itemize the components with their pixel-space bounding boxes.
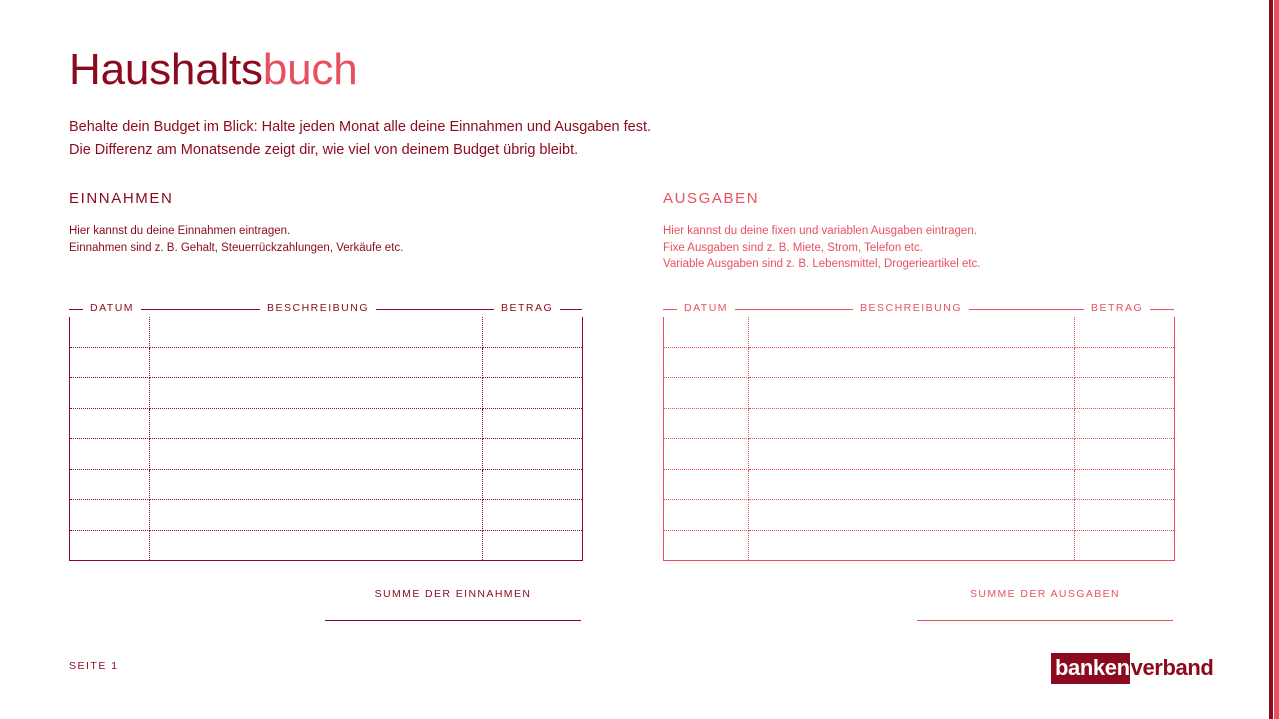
cell-beschreibung[interactable] xyxy=(749,530,1075,561)
income-sum-line[interactable] xyxy=(325,620,581,621)
cell-datum[interactable] xyxy=(664,408,749,439)
table-row xyxy=(664,530,1175,561)
cell-betrag[interactable] xyxy=(1075,439,1175,470)
cell-beschreibung[interactable] xyxy=(749,317,1075,347)
cell-betrag[interactable] xyxy=(1075,317,1175,347)
cell-beschreibung[interactable] xyxy=(150,347,483,378)
income-table-header xyxy=(69,302,582,317)
income-sum xyxy=(325,588,581,621)
cell-datum[interactable] xyxy=(70,408,150,439)
table-row xyxy=(664,500,1175,531)
cell-betrag[interactable] xyxy=(483,530,583,561)
expenses-desc-line-3: Variable Ausgaben sind z. B. Lebensmittel, Drogerieartikel etc. xyxy=(663,258,981,270)
cell-betrag[interactable] xyxy=(483,347,583,378)
edge-accent-bar-dark xyxy=(1269,0,1273,719)
cell-datum[interactable] xyxy=(70,530,150,561)
cell-betrag[interactable] xyxy=(1075,347,1175,378)
bankenverband-logo xyxy=(1051,653,1217,684)
income-col-beschreibung: BESCHREIBUNG xyxy=(260,302,376,314)
cell-betrag[interactable] xyxy=(483,317,583,347)
income-table-body xyxy=(70,317,583,561)
cell-datum[interactable] xyxy=(664,530,749,561)
table-row xyxy=(70,530,583,561)
cell-datum[interactable] xyxy=(664,439,749,470)
expenses-table-header xyxy=(663,302,1174,317)
cell-betrag[interactable] xyxy=(1075,469,1175,500)
cell-betrag[interactable] xyxy=(483,469,583,500)
expenses-desc-line-1: Hier kannst du deine fixen und variablen Ausgaben eintragen. xyxy=(663,225,977,237)
table-row xyxy=(664,408,1175,439)
cell-beschreibung[interactable] xyxy=(749,469,1075,500)
intro-text xyxy=(69,116,651,162)
table-row xyxy=(70,469,583,500)
expenses-col-betrag: BETRAG xyxy=(1084,302,1150,314)
expenses-sum xyxy=(917,588,1173,621)
income-col-betrag: BETRAG xyxy=(494,302,560,314)
cell-datum[interactable] xyxy=(70,500,150,531)
income-sum-label: SUMME DER EINNAHMEN xyxy=(374,588,532,600)
income-section xyxy=(69,190,403,256)
table-row xyxy=(664,317,1175,347)
logo-text-verband: verband xyxy=(1130,655,1214,680)
cell-betrag[interactable] xyxy=(483,439,583,470)
expenses-table-body xyxy=(664,317,1175,561)
cell-betrag[interactable] xyxy=(1075,378,1175,409)
logo-text-banken: banken xyxy=(1055,655,1130,680)
cell-beschreibung[interactable] xyxy=(749,439,1075,470)
cell-beschreibung[interactable] xyxy=(749,408,1075,439)
title-accent: buch xyxy=(262,45,358,94)
expenses-table[interactable] xyxy=(663,317,1175,561)
cell-beschreibung[interactable] xyxy=(749,500,1075,531)
income-heading: EINNAHMEN xyxy=(69,190,174,207)
table-row xyxy=(70,378,583,409)
expenses-table-wrap xyxy=(663,302,1174,561)
expenses-section xyxy=(663,190,981,273)
cell-betrag[interactable] xyxy=(1075,500,1175,531)
table-row xyxy=(664,469,1175,500)
cell-beschreibung[interactable] xyxy=(749,347,1075,378)
cell-datum[interactable] xyxy=(664,500,749,531)
cell-datum[interactable] xyxy=(664,317,749,347)
expenses-sum-line[interactable] xyxy=(917,620,1173,621)
cell-beschreibung[interactable] xyxy=(150,469,483,500)
expenses-description xyxy=(663,223,981,273)
cell-beschreibung[interactable] xyxy=(150,317,483,347)
cell-datum[interactable] xyxy=(70,378,150,409)
income-description xyxy=(69,223,403,256)
cell-beschreibung[interactable] xyxy=(150,408,483,439)
income-table-wrap xyxy=(69,302,582,561)
cell-datum[interactable] xyxy=(70,469,150,500)
page-title xyxy=(69,44,357,96)
cell-beschreibung[interactable] xyxy=(749,378,1075,409)
cell-betrag[interactable] xyxy=(483,408,583,439)
income-table[interactable] xyxy=(69,317,583,561)
income-col-datum: DATUM xyxy=(83,302,141,314)
cell-datum[interactable] xyxy=(664,347,749,378)
income-desc-line-2: Einnahmen sind z. B. Gehalt, Steuerrückzahlungen, Verkäufe etc. xyxy=(69,241,404,254)
cell-datum[interactable] xyxy=(70,439,150,470)
cell-datum[interactable] xyxy=(664,378,749,409)
cell-datum[interactable] xyxy=(70,317,150,347)
table-row xyxy=(70,500,583,531)
cell-beschreibung[interactable] xyxy=(150,530,483,561)
edge-accent-bar-light xyxy=(1274,0,1279,719)
logo-mark xyxy=(1051,653,1130,684)
intro-line-1: Behalte dein Budget im Blick: Halte jeden Monat alle deine Einnahmen und Ausgaben fest. xyxy=(69,119,651,135)
table-row xyxy=(70,347,583,378)
cell-datum[interactable] xyxy=(70,347,150,378)
intro-line-2: Die Differenz am Monatsende zeigt dir, wie viel von deinem Budget übrig bleibt. xyxy=(69,142,579,158)
income-desc-line-1: Hier kannst du deine Einnahmen eintragen. xyxy=(69,225,291,237)
cell-beschreibung[interactable] xyxy=(150,500,483,531)
table-row xyxy=(70,317,583,347)
table-row xyxy=(70,408,583,439)
table-row xyxy=(664,347,1175,378)
cell-betrag[interactable] xyxy=(483,500,583,531)
cell-betrag[interactable] xyxy=(483,378,583,409)
cell-betrag[interactable] xyxy=(1075,530,1175,561)
expenses-sum-label: SUMME DER AUSGABEN xyxy=(969,588,1121,600)
expenses-heading: AUSGABEN xyxy=(663,190,760,207)
cell-betrag[interactable] xyxy=(1075,408,1175,439)
table-row xyxy=(664,378,1175,409)
title-primary: Haushalts xyxy=(69,45,263,94)
cell-datum[interactable] xyxy=(664,469,749,500)
cell-beschreibung[interactable] xyxy=(150,378,483,409)
page-number: SEITE 1 xyxy=(69,660,119,672)
expenses-col-beschreibung: BESCHREIBUNG xyxy=(853,302,969,314)
expenses-col-datum: DATUM xyxy=(677,302,735,314)
table-row xyxy=(664,439,1175,470)
expenses-desc-line-2: Fixe Ausgaben sind z. B. Miete, Strom, Telefon etc. xyxy=(663,241,923,254)
table-row xyxy=(70,439,583,470)
cell-beschreibung[interactable] xyxy=(150,439,483,470)
